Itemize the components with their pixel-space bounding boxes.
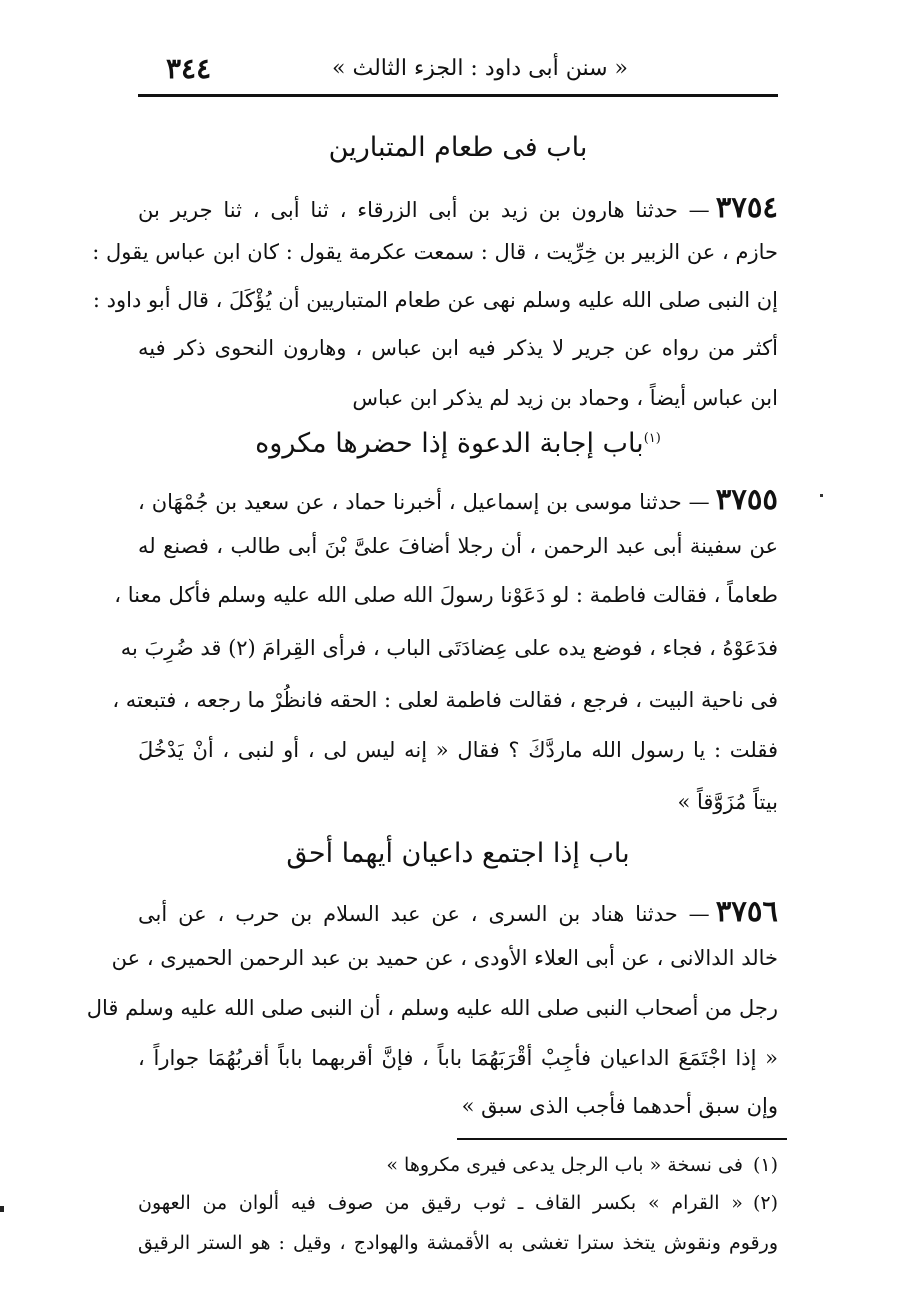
chapter-heading: باب إذا اجتمع داعيان أيهما أحق xyxy=(286,838,630,869)
heading-footnote-marker: (١) xyxy=(643,431,661,446)
footnote-text: فى نسخة « باب الرجل يدعى فيرى مكروها » xyxy=(386,1154,743,1176)
chapter-heading xyxy=(138,428,778,459)
text-line: فدَعَوْهُ ، فجاء ، فوضع يده على عِضادَتَى الباب ، فرأى القِرامَ (٢) قد ضُرِبَ به xyxy=(120,636,778,660)
text-line xyxy=(138,190,778,224)
footnote-rule xyxy=(457,1138,787,1140)
text-line-content: — حدثنا هناد بن السرى ، عن عبد السلام بن حرب ، عن أبى xyxy=(138,902,710,926)
footnote xyxy=(138,1154,778,1176)
hadith-number: ٣٧٥٦ xyxy=(715,894,778,928)
text-line: عن سفينة أبى عبد الرحمن ، أن رجلا أضافَ علىَّ بْنَ أبى طالب ، فصنع له xyxy=(138,534,778,558)
hadith-number: ٣٧٥٤ xyxy=(715,190,778,224)
text-line: فى ناحية البيت ، فرجع ، فقالت فاطمة لعلى : الحقه فانظُرْ ما رجعه ، فتبعته ، xyxy=(112,688,778,712)
text-line xyxy=(138,482,778,516)
running-title: « سنن أبى داود : الجزء الثالث » xyxy=(332,56,628,81)
text-line: فقلت : يا رسول الله ماردَّكَ ؟ فقال « إنه ليس لى ، أو لنبى ، أنْ يَدْخُلَ xyxy=(138,738,778,762)
text-line-content: — حدثنا هارون بن زيد بن أبى الزرقاء ، ثنا أبى ، ثنا جرير بن xyxy=(138,198,710,222)
text-line: حازم ، عن الزبير بن خِرِّيت ، قال : سمعت عكرمة يقول : كان ابن عباس يقول : xyxy=(92,240,778,264)
header-rule xyxy=(138,94,778,97)
text-line: خالد الدالانى ، عن أبى العلاء الأودى ، عن حميد بن عبد الرحمن الحميرى ، عن xyxy=(111,946,778,970)
page-number: ٣٤٤ xyxy=(166,52,212,85)
hadith-number: ٣٧٥٥ xyxy=(715,482,778,516)
text-line: أكثر من رواه عن جرير لا يذكر فيه ابن عباس ، وهارون النحوى ذكر فيه xyxy=(138,336,778,360)
text-line: ابن عباس أيضاً ، وحماد بن زيد لم يذكر ابن عباس xyxy=(352,386,778,410)
text-line: بيتاً مُزَوَّقاً » xyxy=(677,790,778,814)
running-header xyxy=(138,52,778,92)
footnote-text: « القرام » بكسر القاف ـ ثوب رقيق من صوف فيه ألوان من العهون xyxy=(138,1192,743,1214)
text-line-content: — حدثنا موسى بن إسماعيل ، أخبرنا حماد ، عن سعيد بن جُمْهَان ، xyxy=(138,490,710,514)
text-line: إن النبى صلى الله عليه وسلم نهى عن طعام المتباريين أن يُؤْكَلَ ، قال أبو داود : xyxy=(92,288,778,312)
footnote-number: (١) xyxy=(752,1154,778,1176)
text-line: رجل من أصحاب النبى صلى الله عليه وسلم ، أن النبى صلى الله عليه وسلم قال xyxy=(86,996,778,1020)
footnote-continuation: ورقوم ونقوش يتخذ سترا تغشى به الأقمشة والهوادج ، وقيل : هو الستر الرقيق xyxy=(138,1232,778,1254)
text-line: وإن سبق أحدهما فأجب الذى سبق » xyxy=(461,1094,778,1118)
chapter-heading: باب فى طعام المتبارين xyxy=(328,132,588,163)
scan-speck xyxy=(820,494,823,497)
footnote xyxy=(138,1192,778,1214)
text-line: طعاماً ، فقالت فاطمة : لو دَعَوْنا رسولَ الله صلى الله عليه وسلم فأكل معنا ، xyxy=(114,583,778,607)
text-line: « إذا اجْتَمَعَ الداعيان فأجِبْ أقْرَبَهُمَا باباً ، فإنَّ أقربهما باباً أقربُهُمَا جواراً ، xyxy=(138,1046,778,1070)
footnote-number: (٢) xyxy=(752,1192,778,1214)
scan-speck xyxy=(0,1206,4,1212)
text-line xyxy=(138,894,778,928)
heading-text: باب إجابة الدعوة إذا حضرها مكروه xyxy=(255,428,644,459)
